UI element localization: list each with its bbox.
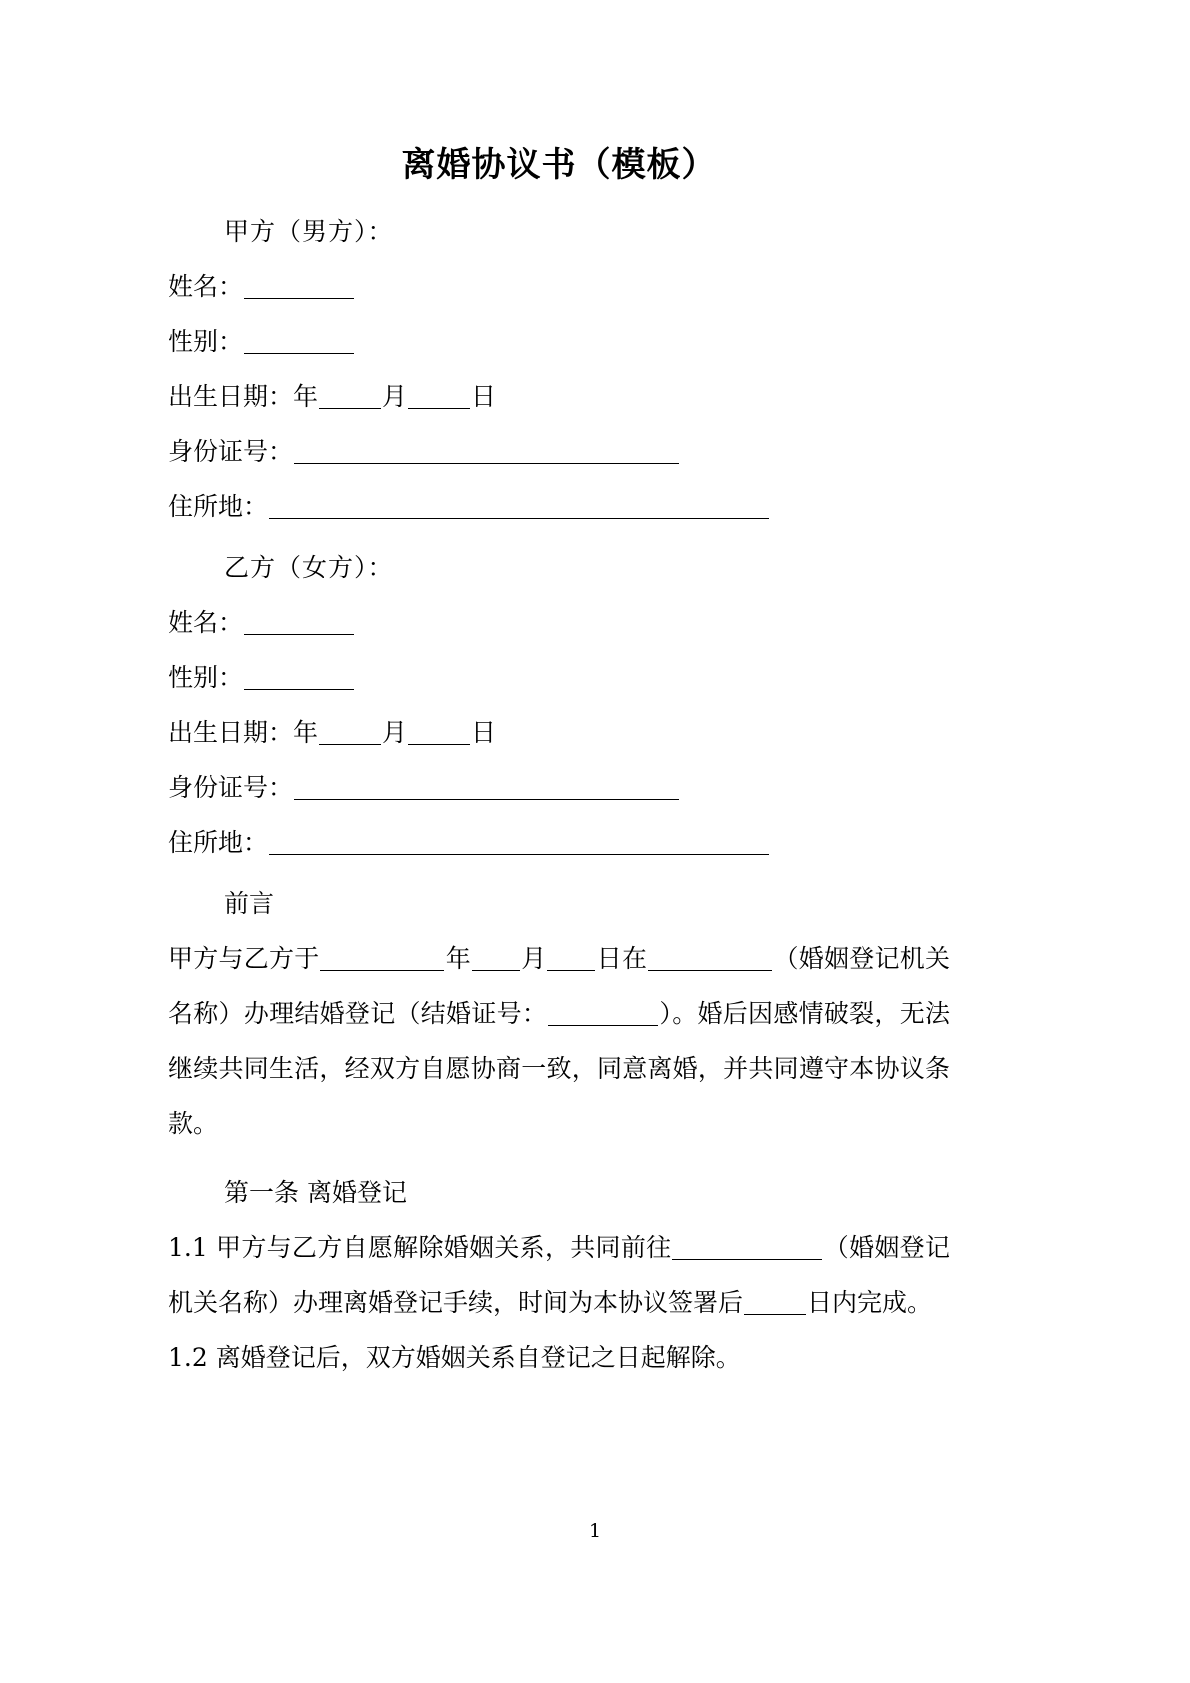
party-a-birth-month-blank[interactable]: [408, 384, 470, 409]
party-b-gender-field: [168, 650, 950, 705]
party-b-name-label: 姓名：: [168, 607, 244, 637]
preamble-seg-5: （婚姻登记机关名称）办理结婚登记（结婚证号：: [168, 943, 950, 1028]
marriage-day-blank[interactable]: [547, 946, 595, 971]
divorce-deadline-blank[interactable]: [744, 1290, 806, 1315]
spacer: [168, 186, 950, 204]
party-b-birth-label: 出生日期：年: [168, 717, 319, 747]
party-a-birth-year-blank[interactable]: [319, 384, 381, 409]
party-a-name-blank[interactable]: [244, 274, 354, 299]
party-a-id-label: 身份证号：: [168, 436, 294, 466]
party-a-birth-day-label: 日: [471, 381, 497, 411]
clause-1-1-seg-3: 日内完成。: [807, 1287, 933, 1317]
party-a-gender-blank[interactable]: [244, 329, 354, 354]
document-body: [168, 0, 950, 1385]
party-b-gender-blank[interactable]: [244, 665, 354, 690]
preamble-seg-3: 月: [520, 943, 547, 973]
party-b-birth-month-blank[interactable]: [408, 720, 470, 745]
spacer: [168, 1151, 950, 1165]
party-a-address-label: 住所地：: [168, 491, 269, 521]
party-b-name-field: [168, 595, 950, 650]
clause-1-1-seg-1: 甲方与乙方自愿解除婚姻关系，共同前往: [207, 1232, 672, 1262]
preamble-seg-2: 年: [445, 943, 471, 973]
party-b-gender-label: 性别：: [168, 662, 244, 692]
preamble-seg-1: 甲方与乙方于: [168, 943, 320, 973]
marriage-registry-blank[interactable]: [648, 946, 772, 971]
marriage-certificate-blank[interactable]: [548, 1001, 658, 1026]
party-b-name-blank[interactable]: [244, 610, 354, 635]
page-number: 1: [588, 1520, 602, 1542]
party-a-birthdate-field: [168, 369, 950, 424]
party-a-heading: 甲方（男方）：: [224, 216, 394, 246]
marriage-year-blank[interactable]: [320, 946, 444, 971]
preamble-heading: 前言: [224, 888, 275, 918]
party-b-address-field: [168, 815, 950, 870]
divorce-registry-blank[interactable]: [672, 1235, 822, 1260]
clause-1-2-number: 1.2: [168, 1342, 208, 1372]
clause-1-2: [168, 1330, 950, 1385]
clause-1-1-number: 1.1: [168, 1232, 208, 1262]
party-a-id-field: [168, 424, 950, 479]
party-a-name-field: [168, 259, 950, 314]
party-b-id-label: 身份证号：: [168, 772, 294, 802]
party-b-id-blank[interactable]: [294, 775, 679, 800]
party-a-name-label: 姓名：: [168, 271, 244, 301]
clause-1-1: [168, 1220, 950, 1330]
party-a-address-field: [168, 479, 950, 534]
preamble-paragraph: [168, 931, 950, 1151]
party-b-birth-day-label: 日: [471, 717, 497, 747]
party-b-heading: 乙方（女方）：: [224, 552, 394, 582]
party-a-address-blank[interactable]: [269, 494, 769, 519]
article-one-heading: 第一条 离婚登记: [224, 1177, 407, 1207]
party-a-id-blank[interactable]: [294, 439, 679, 464]
party-b-birth-year-blank[interactable]: [319, 720, 381, 745]
clause-1-1-seg-2: （婚姻登记机关名称）办理离婚登记手续，时间为本协议签署后: [168, 1232, 950, 1317]
party-b-address-blank[interactable]: [269, 830, 769, 855]
party-a-gender-label: 性别：: [168, 326, 244, 356]
party-a-gender-field: [168, 314, 950, 369]
preamble-seg-6: ）。婚后因感情破裂，无法继续共同生活，经双方自愿协商一致，同意离婚，并共同遵守本协议条款。: [168, 998, 950, 1138]
party-b-birthdate-field: [168, 705, 950, 760]
party-a-birth-label: 出生日期：年: [168, 381, 319, 411]
preamble-seg-4: 日在: [596, 943, 648, 973]
clause-1-2-text: 离婚登记后，双方婚姻关系自登记之日起解除。: [207, 1342, 741, 1372]
page-title: 离婚协议书（模板）: [401, 145, 717, 185]
marriage-month-blank[interactable]: [472, 946, 520, 971]
party-b-birth-month-label: 月: [382, 717, 408, 747]
party-b-address-label: 住所地：: [168, 827, 269, 857]
party-a-birth-month-label: 月: [382, 381, 408, 411]
party-b-id-field: [168, 760, 950, 815]
